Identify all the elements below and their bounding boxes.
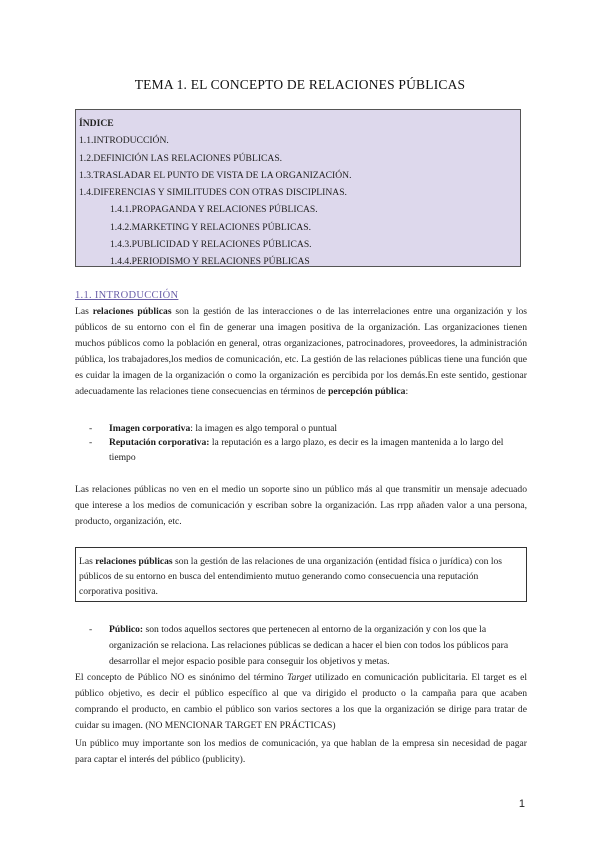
section-heading-introduccion: 1.1. INTRODUCCIÓN bbox=[75, 290, 179, 301]
toc-subitem: 1.4.2.MARKETING Y RELACIONES PÚBLICAS. bbox=[110, 221, 312, 233]
list-item: - Público: son todos aquellos sectores que pertenecen al entorno de la organización y con los que la organización se relaciona. Las relaciones públicas se dedican a hacer el bien con todos los públicos para desarrollar el mejor espacio posible para conseguir los objetivos y metas. bbox=[89, 624, 509, 667]
list-item: - Reputación corporativa: la reputación es a largo plazo, es decir es la imagen mantenida a lo largo del tiempo bbox=[89, 437, 504, 463]
text-run: utilizado en comunicación publicitaria. El target es el público objetivo, es decir el público específico al que va dirigido el producto o la campaña para que acaben comprando el producto, en cambio el público son varios sectores a los que la organización se dirige para tratar de cuidar su imagen. (NO MENCIONAR TARGET EN PRÁCTICAS) bbox=[75, 672, 527, 731]
table-of-contents bbox=[75, 109, 521, 267]
toc-subitem: 1.4.1.PROPAGANDA Y RELACIONES PÚBLICAS. bbox=[110, 204, 318, 216]
percepcion-list bbox=[75, 422, 527, 465]
bold-term: Imagen corporativa bbox=[109, 423, 191, 434]
bold-term: Público: bbox=[109, 624, 144, 635]
publico-list bbox=[75, 622, 527, 670]
intro-paragraph-1 bbox=[75, 304, 527, 400]
text-run: : la imagen es algo temporal o puntual bbox=[190, 423, 338, 434]
text-run: son la gestión de las interacciones o de las interrelaciones entre una organización y los públicos de su entorno con el fin de generar una imagen positiva de la organización. Las organizaciones tienen muchos públicos como la población en general, otras organizaciones, patrocinadores, proveedores, la administración pública, los trabajadores,los medios de comunicación, etc. La gestión de las relaciones públicas tiene una función que es cuidar la imagen de la organización o como la organización es percibida por los demás.En este sentido, gestionar adecuadamente las relaciones tiene consecuencias en términos de bbox=[75, 306, 527, 397]
intro-paragraph-2: Las relaciones públicas no ven en el medio un soporte sino un público más al que transmitir un mensaje adecuado que interese a los medios de comunicación y escriban sobre la organización. Las rrpp añaden valor a una persona, producto, organización, etc. bbox=[75, 484, 527, 527]
text-run: Las bbox=[75, 306, 93, 317]
toc-heading: ÍNDICE bbox=[79, 118, 114, 129]
toc-subitem: 1.4.3.PUBLICIDAD Y RELACIONES PÚBLICAS. bbox=[110, 239, 312, 251]
toc-item: 1.2.DEFINICIÓN LAS RELACIONES PÚBLICAS. bbox=[79, 152, 283, 164]
definition-box bbox=[75, 547, 527, 602]
bold-term: percepción pública bbox=[328, 386, 406, 397]
bold-term: relaciones públicas bbox=[92, 306, 172, 317]
page-number: 1 bbox=[518, 798, 525, 810]
toc-item: 1.1.INTRODUCCIÓN. bbox=[79, 135, 169, 147]
italic-term: Target bbox=[287, 672, 312, 683]
text-run: la reputación es a largo plazo, es decir es la imagen mantenida a lo largo del tiempo bbox=[109, 437, 504, 463]
list-item: - Imagen corporativa: la imagen es algo temporal o puntual bbox=[89, 423, 338, 434]
document-title: TEMA 1. EL CONCEPTO DE RELACIONES PÚBLICAS bbox=[134, 77, 466, 92]
text-run: : bbox=[405, 386, 409, 397]
toc-item: 1.4.DIFERENCIAS Y SIMILITUDES CON OTRAS DISCIPLINAS. bbox=[79, 187, 347, 199]
text-run: Las bbox=[79, 556, 96, 567]
text-run: El concepto de Público NO es sinónimo del término bbox=[75, 672, 288, 683]
bold-term: Reputación corporativa: bbox=[109, 437, 210, 449]
toc-item: 1.3.TRASLADAR EL PUNTO DE VISTA DE LA ORGANIZACIÓN. bbox=[79, 169, 352, 181]
intro-paragraph-4: Un público muy importante son los medios de comunicación, ya que hablan de la empresa sin necesidad de pagar para captar el interés del público (publicity). bbox=[75, 738, 527, 765]
toc-subitem: 1.4.4.PERIODISMO Y RELACIONES PÚBLICAS bbox=[110, 256, 310, 268]
bold-term: relaciones públicas bbox=[95, 556, 173, 567]
text-run: son todos aquellos sectores que pertenecen al entorno de la organización y con los que la organización se relaciona. Las relaciones públicas se dedican a hacer el bien con todos los públicos para desarrollar el mejor espacio posible para conseguir los objetivos y metas. bbox=[109, 624, 509, 667]
text-run: son la gestión de las relaciones de una organización (entidad física o jurídica) con los públicos de su entorno en busca del entendimiento mutuo generando como consecuencia una reputación corporativa positiva. bbox=[79, 556, 503, 598]
intro-paragraph-3 bbox=[75, 670, 527, 734]
